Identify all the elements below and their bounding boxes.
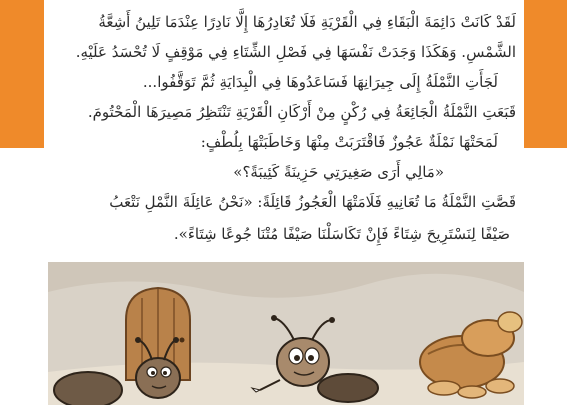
story-line: صَيْفًا لِنَسْتَرِيحَ شِتَاءً فَإِنْ تَكَاسَلْنَا صَيْفًا مُتْنَا جُوعًا شِتَاءً». <box>173 225 510 243</box>
story-line: لَقَدْ كَانَتْ دَائِمَةَ الْبَقَاءِ فِي الْقَرْيَةِ فَلَا تُغَادِرُهَا إِلَّا نَادِرًا عِنْدَمَا تَلِينُ أَشِعَّةُ <box>98 13 516 31</box>
story-line: لَمَحَتْهَا نَمْلَةٌ عَجُوزٌ فَاقْتَرَبَتْ مِنْهَا وَخَاطَبَتْهَا بِلُطْفٍ: <box>200 133 498 151</box>
story-text <box>48 0 524 258</box>
book-page <box>48 0 524 405</box>
story-illustration <box>48 262 524 405</box>
right-orange-band <box>523 0 567 148</box>
story-line: قَبَعَتِ النَّمْلَةُ الْجَائِعَةُ فِي رُكْنٍ مِنْ أَرْكَانِ الْقَرْيَةِ تَنْتَظِرُ مَصِيرَهَا الْمَحْتُومَ. <box>87 103 516 121</box>
story-line: لَجَأَتِ النَّمْلَةُ إِلَى جِيرَانِهَا فَسَاعَدُوهَا فِي الْبِدَايَةِ ثُمَّ تَوَقَّفُوا... <box>142 73 498 91</box>
story-line: الشَّمْسِ. وَهَكَذَا وَجَدَتْ نَفْسَهَا فِي فَصْلِ الشِّتَاءِ فِي مَوْقِفٍ لَا تُحْسَدُ عَلَيْهِ. <box>75 43 516 61</box>
left-orange-band <box>0 0 44 148</box>
story-line: قَصَّتِ النَّمْلَةُ مَا تُعَانِيهِ فَلَامَتْهَا الْعَجُوزُ قَائِلَةً: «نَحْنُ عَائِلَةَ النَّمْلِ نَتْعَبُ <box>109 193 516 211</box>
story-line: «مَالِي أَرَى صَغِيرَتِي حَزِينَةً كَئِيبَةً؟» <box>233 163 444 181</box>
